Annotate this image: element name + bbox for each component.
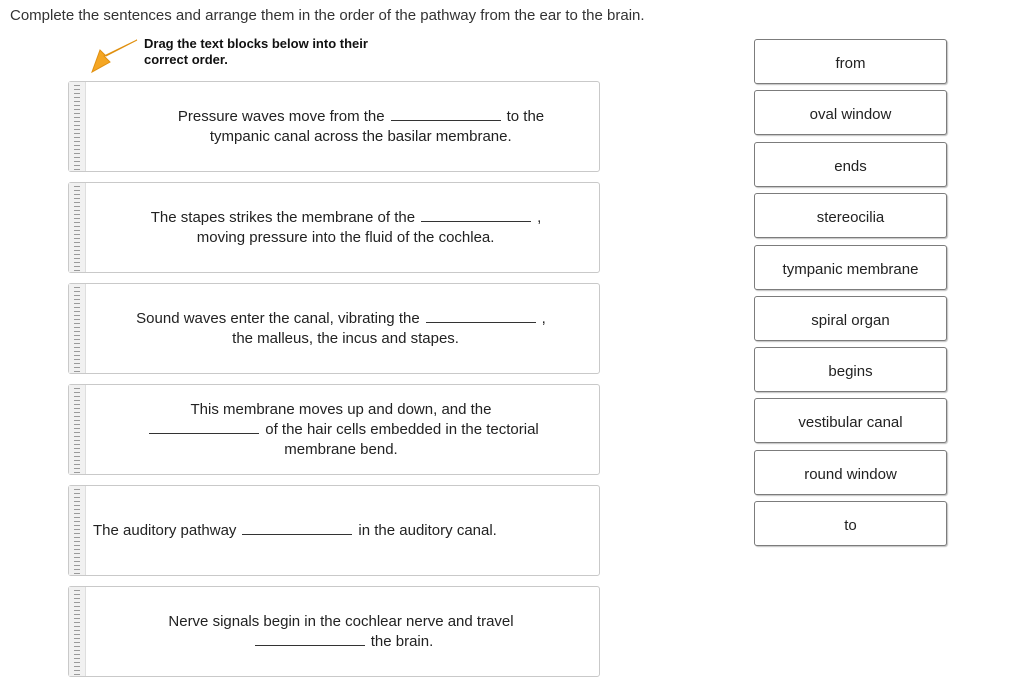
sentence-block[interactable] [68, 182, 600, 273]
sentence-text: Sound waves enter the canal, vibrating the [136, 309, 420, 327]
sentence-text: , [541, 309, 546, 327]
sentence-block[interactable] [68, 485, 600, 576]
sentence-block[interactable] [68, 81, 600, 172]
drag-handle[interactable] [69, 284, 86, 373]
drop-blank[interactable] [242, 521, 352, 535]
drop-blank[interactable] [426, 309, 536, 323]
sentence-block[interactable] [68, 586, 600, 677]
sentence-text: Pressure waves move from the [177, 107, 385, 125]
drag-handle[interactable] [69, 82, 86, 171]
word-tile[interactable]: from [754, 39, 947, 84]
sentence-block[interactable] [68, 283, 600, 374]
word-tile[interactable]: vestibular canal [754, 398, 947, 443]
sentence-text: tympanic canal across the basilar membrane. [209, 127, 512, 145]
hint-line-2: correct order. [144, 52, 228, 67]
sentence-text: the brain. [370, 632, 434, 650]
drag-handle[interactable] [69, 587, 86, 676]
word-tile[interactable]: spiral organ [754, 296, 947, 341]
sentence-text: Nerve signals begin in the cochlear nerve and travel [168, 612, 514, 630]
sentence-text: in the auditory canal. [358, 521, 497, 539]
drop-blank[interactable] [421, 208, 531, 222]
sentence-block[interactable] [68, 384, 600, 475]
word-tile[interactable]: stereocilia [754, 193, 947, 238]
word-tile[interactable]: tympanic membrane [754, 245, 947, 290]
drop-blank[interactable] [391, 107, 501, 121]
word-tile[interactable]: oval window [754, 90, 947, 135]
drag-handle[interactable] [69, 486, 86, 575]
word-tile[interactable]: to [754, 501, 947, 546]
arrow-icon [90, 36, 140, 76]
drop-blank[interactable] [255, 632, 365, 646]
drag-handle[interactable] [69, 183, 86, 272]
sentence-text: The auditory pathway [93, 521, 237, 539]
sentence-text: , [537, 208, 542, 226]
sentence-text: to the [506, 107, 545, 125]
drag-handle[interactable] [69, 385, 86, 474]
instructions: Complete the sentences and arrange them in the order of the pathway from the ear to the brain. [10, 7, 645, 24]
drop-blank[interactable] [149, 420, 259, 434]
sentence-text: The stapes strikes the membrane of the [150, 208, 416, 226]
hint-line-1: Drag the text blocks below into their [144, 36, 368, 51]
sentence-text: membrane bend. [284, 440, 398, 458]
word-tile[interactable]: round window [754, 450, 947, 495]
sentence-text: the malleus, the incus and stapes. [232, 329, 459, 347]
sentence-text: moving pressure into the fluid of the cochlea. [196, 228, 495, 246]
sentence-text: of the hair cells embedded in the tectorial [265, 420, 539, 438]
sentence-text: This membrane moves up and down, and the [190, 400, 492, 418]
word-tile[interactable]: ends [754, 142, 947, 187]
word-tile[interactable]: begins [754, 347, 947, 392]
